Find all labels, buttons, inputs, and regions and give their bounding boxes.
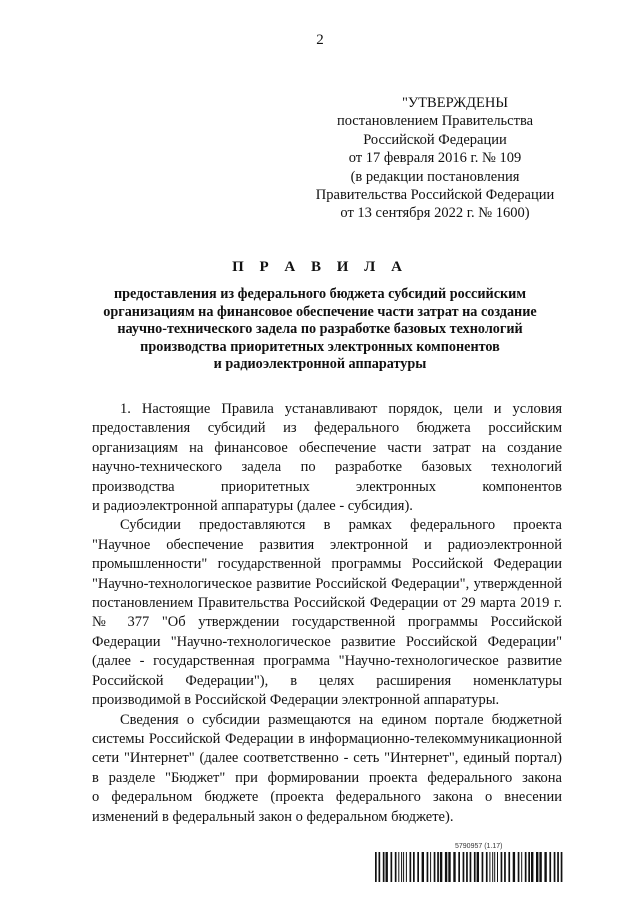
approval-line: (в редакции постановления bbox=[350, 168, 520, 185]
subtitle-line: производства приоритетных электронных компонентов bbox=[140, 338, 500, 355]
document-title: П Р А В И Л А bbox=[232, 259, 408, 275]
subtitle-line: предоставления из федерального бюджета субсидий российским bbox=[113, 286, 527, 302]
paragraph-line: "Научно-технологическое развитие Российской Федерации", утвержденной bbox=[92, 575, 562, 592]
paragraph-line: производства приоритетных электронных компонентов bbox=[92, 478, 562, 495]
paragraph-line: Федерации "Научно-технологическое развитие Российской Федерации" bbox=[92, 633, 562, 650]
paragraph-line: промышленности" государственной программы Российской Федерации bbox=[92, 556, 562, 573]
approval-line: постановлением Правительства bbox=[336, 113, 534, 130]
paragraph-line: (далее - государственная программа "Научно-технологическое развитие bbox=[92, 653, 562, 670]
paragraph-line: предоставления субсидий из федерального бюджета российским bbox=[92, 420, 562, 437]
paragraph-line: "Научное обеспечение развития электронной и радиоэлектронной bbox=[92, 536, 562, 553]
paragraph-line: о федеральном бюджете (проекта федерального закона о внесении bbox=[92, 789, 562, 806]
paragraph-1 bbox=[92, 400, 562, 516]
paragraph-line: № 377 "Об утверждении государственной программы Российской bbox=[92, 614, 562, 631]
barcode-icon bbox=[375, 852, 567, 882]
subtitle-line: научно-технического задела по разработке базовых технологий bbox=[117, 321, 523, 338]
approval-block bbox=[300, 94, 570, 223]
paragraph-3 bbox=[92, 711, 562, 827]
paragraph-line: сети "Интернет" (далее соответственно - сеть "Интернет", единый портал) bbox=[92, 750, 562, 767]
paragraph-line: и радиоэлектронной аппаратуры (далее - субсидия). bbox=[92, 498, 413, 515]
page-number: 2 bbox=[316, 32, 324, 48]
subtitle-line: и радиоэлектронной аппаратуры bbox=[213, 356, 427, 373]
approval-line: Российской Федерации bbox=[363, 131, 507, 148]
document-subtitle bbox=[80, 286, 560, 374]
subtitle-line: организациям на финансовое обеспечение части затрат на создание bbox=[103, 303, 537, 320]
approval-line: Правительства Российской Федерации bbox=[315, 187, 555, 204]
paragraph-line: 1. Настоящие Правила устанавливают порядок, цели и условия bbox=[120, 401, 562, 417]
paragraph-line: организациям на финансовое обеспечение части затрат на создание bbox=[92, 439, 562, 456]
paragraph-line: Сведения о субсидии размещаются на едином портале бюджетной bbox=[120, 711, 562, 728]
paragraph-line: в разделе "Бюджет" при формировании проекта федерального закона bbox=[92, 769, 562, 786]
paragraph-line: производимой в Российской Федерации электронной аппаратуры. bbox=[92, 692, 500, 709]
paragraph-line: научно-технического задела по разработке базовых технологий bbox=[92, 459, 562, 476]
paragraph-line: изменений в федеральный закон о федеральном бюджете). bbox=[92, 808, 454, 825]
approval-line: от 13 сентября 2022 г. № 1600) bbox=[340, 205, 530, 222]
paragraph-line: Российской Федерации"), в целях расширения номенклатуры bbox=[92, 672, 562, 689]
paragraph-line: системы Российской Федерации в информационно-телекоммуникационной bbox=[92, 730, 562, 747]
approval-line: от 17 февраля 2016 г. № 109 bbox=[348, 150, 522, 167]
paragraph-2 bbox=[92, 516, 562, 710]
paragraph-line: постановлением Правительства Российской Федерации от 29 марта 2019 г. bbox=[92, 595, 562, 612]
document-body bbox=[92, 400, 562, 827]
paragraph-line: Субсидии предоставляются в рамках федерального проекта bbox=[120, 517, 562, 534]
document-code: 5790957 (1.17) bbox=[455, 843, 503, 850]
approval-line: "УТВЕРЖДЕНЫ bbox=[402, 95, 508, 111]
